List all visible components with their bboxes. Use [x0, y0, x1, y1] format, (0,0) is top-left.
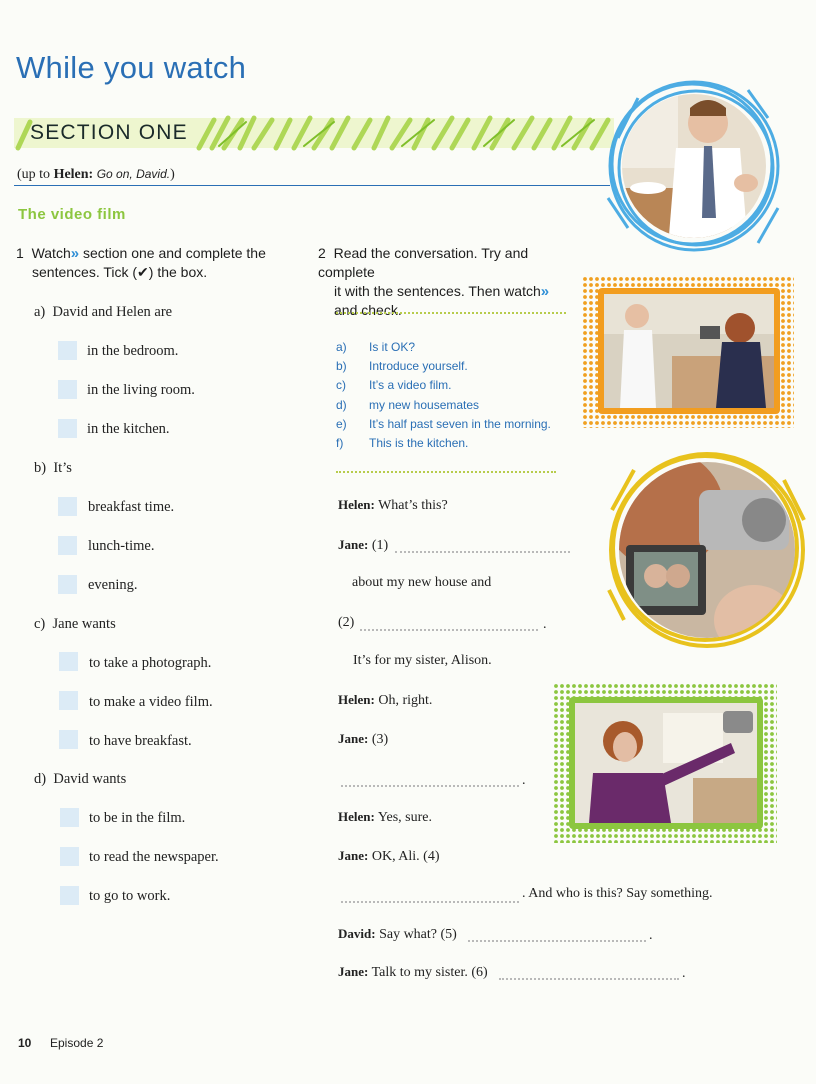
answer-blank-6[interactable]	[499, 978, 679, 980]
item-c	[34, 616, 116, 633]
dialogue-line: It’s for my sister, Alison.	[353, 653, 492, 668]
item-label: b)	[34, 460, 47, 476]
item-a	[34, 304, 172, 321]
speaker: David:	[338, 926, 376, 941]
dialogue-line	[338, 731, 388, 748]
dialogue-line: . And who is this? Say something.	[522, 886, 713, 901]
upto-suffix: )	[170, 167, 175, 182]
option-label: in the bedroom.	[87, 343, 179, 359]
speaker: Helen:	[338, 692, 375, 707]
divider-dotted	[336, 312, 566, 314]
line-period: .	[522, 773, 526, 788]
speaker: Jane:	[338, 537, 369, 552]
checkbox[interactable]	[59, 691, 78, 710]
line-period: .	[543, 617, 547, 632]
option-label: breakfast time.	[88, 499, 175, 515]
item-b	[34, 460, 72, 477]
subheading: The video film	[18, 206, 126, 223]
exercise-2-number: 2	[318, 245, 326, 261]
speaker: Jane:	[338, 848, 369, 863]
sentence-letter: e)	[336, 417, 347, 431]
line-text: What’s this?	[378, 498, 448, 513]
answer-blank-3[interactable]	[341, 785, 519, 787]
dialogue-line: (2)	[338, 615, 355, 630]
dialogue-line	[338, 692, 432, 709]
checkbox[interactable]	[59, 652, 78, 671]
option-label: in the living room.	[87, 382, 195, 398]
dialogue-line	[338, 497, 448, 514]
upto-speaker: Helen:	[53, 167, 94, 182]
checkbox[interactable]	[58, 536, 77, 555]
exercise-2-line3: and check.	[334, 302, 402, 318]
exercise-1-number: 1	[16, 245, 24, 261]
option-label: to make a video film.	[89, 694, 213, 710]
dialogue-line	[338, 926, 457, 943]
sentence-text: my new housemates	[369, 398, 480, 412]
item-stem: Jane wants	[52, 616, 116, 632]
item-stem: It’s	[53, 460, 72, 476]
option-label: to read the newspaper.	[89, 849, 219, 865]
photo-camera-closeup	[604, 450, 810, 650]
line-text: (3)	[371, 732, 389, 747]
watch-chevron-icon: »	[70, 245, 80, 262]
sentence-text: This is the kitchen.	[369, 436, 469, 450]
sentence-letter: c)	[336, 378, 346, 392]
section-rule	[14, 185, 610, 186]
sentence-text: It’s a video film.	[369, 378, 452, 392]
section-scope-note	[17, 167, 175, 183]
option-label: in the kitchen.	[87, 421, 170, 437]
page-number: 10	[18, 1036, 32, 1050]
item-label: a)	[34, 304, 46, 320]
exercise-1-line1-after: section one and complete the	[82, 245, 266, 261]
checkbox[interactable]	[58, 497, 77, 516]
option-label: evening.	[88, 577, 138, 593]
line-text: Yes, sure.	[377, 810, 433, 825]
option-label: to go to work.	[89, 888, 171, 904]
checkbox[interactable]	[58, 380, 77, 399]
checkbox[interactable]	[58, 575, 77, 594]
line-text: OK, Ali. (4)	[371, 849, 440, 864]
item-stem: David and Helen are	[52, 304, 173, 320]
answer-blank-5[interactable]	[468, 940, 646, 942]
section-title: SECTION ONE	[30, 121, 188, 144]
speaker: Helen:	[338, 497, 375, 512]
exercise-2-line1: Read the conversation. Try and complete	[318, 245, 529, 280]
divider-dotted	[336, 471, 556, 473]
photo-jane-filming	[553, 683, 777, 843]
speaker: Jane:	[338, 964, 369, 979]
checkbox[interactable]	[58, 341, 77, 360]
line-text: Talk to my sister. (6)	[371, 965, 488, 980]
sentence-text: It’s half past seven in the morning.	[369, 417, 551, 431]
sentence-letter: b)	[336, 359, 347, 373]
exercise-2-line2: it with the sentences. Then watch	[334, 283, 541, 299]
sentence-letter: f)	[336, 436, 344, 450]
exercise-1-line1: Watch	[31, 245, 71, 261]
photo-david-jane-camera	[582, 276, 794, 428]
exercise-1-instructions	[16, 244, 306, 282]
dialogue-line: about my new house and	[352, 575, 492, 590]
sentence-text: Is it OK?	[369, 340, 416, 354]
line-text: (1)	[371, 538, 389, 553]
checkbox[interactable]	[60, 808, 79, 827]
sentence-text: Introduce yourself.	[369, 359, 468, 373]
dialogue-line	[338, 537, 388, 554]
exercise-2-instructions	[318, 244, 583, 320]
line-period: .	[649, 928, 653, 943]
sentence-letter: a)	[336, 340, 347, 354]
checkbox[interactable]	[59, 730, 78, 749]
upto-prefix: (up to	[17, 167, 54, 182]
photo-david-kitchen	[598, 78, 786, 254]
line-text: Oh, right.	[378, 693, 433, 708]
item-d	[34, 771, 126, 788]
option-label: to take a photograph.	[89, 655, 212, 671]
answer-blank-4[interactable]	[341, 901, 519, 903]
answer-blank-1[interactable]	[395, 551, 570, 553]
speaker: Helen:	[338, 809, 375, 824]
dialogue-line	[338, 964, 488, 981]
page-title: While you watch	[16, 50, 247, 85]
option-label: to have breakfast.	[89, 733, 192, 749]
episode-label: Episode 2	[50, 1036, 104, 1050]
item-label: c)	[34, 616, 46, 632]
option-label: lunch-time.	[88, 538, 155, 554]
option-label: to be in the film.	[89, 810, 186, 826]
sentence-letter: d)	[336, 398, 347, 412]
line-text: Say what? (5)	[379, 927, 457, 942]
exercise-1-line2: sentences. Tick (✔) the box.	[32, 264, 208, 280]
checkbox[interactable]	[58, 419, 77, 438]
answer-blank-2[interactable]	[360, 629, 538, 631]
upto-quote: Go on, David.	[96, 167, 171, 181]
line-period: .	[682, 966, 686, 981]
speaker: Jane:	[338, 731, 369, 746]
item-label: d)	[34, 771, 47, 787]
dialogue-line	[338, 848, 440, 865]
checkbox[interactable]	[60, 886, 79, 905]
item-stem: David wants	[53, 771, 127, 787]
dialogue-line	[338, 809, 432, 826]
watch-chevron-icon: »	[540, 283, 550, 300]
checkbox[interactable]	[60, 847, 79, 866]
